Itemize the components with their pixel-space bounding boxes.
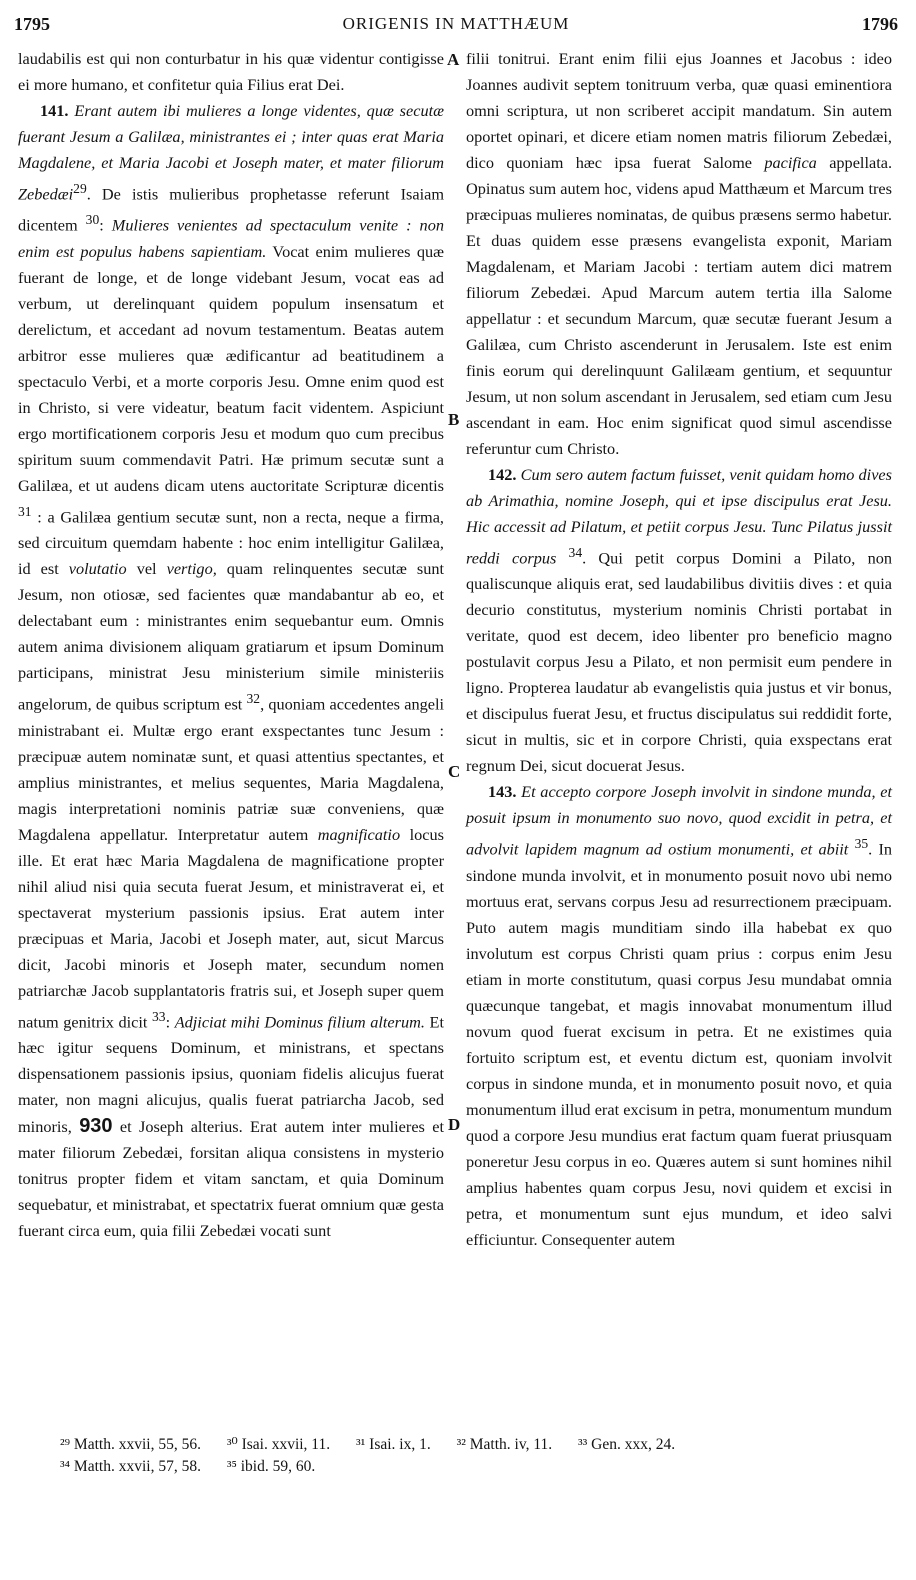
left-column [18,46,444,1244]
section-number: 142. [488,465,517,484]
text: appellata. Opinatus sum autem hoc, videns apud Matthæum et Marcum tres præcipuas mulieres nominatas, de quibus præsens sermo habetur. Et duas quidem esse præsens evangelista exponit, Mariam Magdalenam, et Mariam Jacobi : tertiam autem dici matrem filiorum Zebedæi. Apud Marcum autem tertia illa Salome appellatur : et secundum Marcum, quæ secutæ fuerant Jesum a Galilæa, cum Christo ascenderunt in Jerusalem. Iste est enim finis eorum qui derelinquunt Galilæam gentium, et sequuntur Jesum, ut non solum ascendant in Jerusalem, sed etiam cum Jesu ascendant in eam. Hoc enim significat quod simul ascendisse referuntur cum Christo. [466,153,893,458]
text: : [165,1012,171,1032]
text: . Qui petit corpus Domini a Pilato, non qualiscunque aliquis erat, sed laudabilibus divitiis dives : et quia decurio constitutus, mysterium nominis Christi portabat in veritate, quod est decem, ideo libenter pro beneficio magno postulavit corpus Jesu a Pilato, et non permisit eum pendere in ligno. Propterea laudatur ab evangelistis quia justus et vir bonus, et discipulus fuerat Jesu, et fructus discipulatus sui reddidit forte, sicut in multis, sic et in corpore Christi, quia exspectans erat regnum Dei, sicut docuerat Jesus. [466,548,892,776]
footnote: ³² Matth. iv, 11. [456,1436,553,1453]
footnote-ref: 33 [152,1008,166,1024]
italic-term: pacifica [764,153,817,172]
text: filii tonitrui. Erant enim filii ejus Joannes et Jacobus : ideo Joannes audivit septem tonitruum verba, quæ quasi eminentiora omni scriptura, ut non scriberet accipit mandatum. Sin autem oportet opinari, et dicere etiam nomen matris filiorum Zebedæi, dico quoniam hæc ipsa fuerat Salome [466,49,892,172]
text: : [99,215,104,235]
footnote: ³⁵ ibid. 59, 60. [226,1458,316,1475]
paragraph-continuation [466,46,892,462]
text: locus ille. Et erat hæc Maria Magdalena de magnificatione propter nihil aliud nisi quia secuta fuerat Jesum, et ministraverat ei, et spectaverat mysterium passionis ipsius. Erat autem inter præcipuas et Maria, Jacobi et Joseph mater, aut, sicut Marcus dicit, Jacobi minoris et Joseph mater, secundum nomen patriarchæ Jacob supplantatoris fratris sui, et Joseph super quem natum genitrix dicit [18,824,444,1032]
text: : a Galilæa gentium secutæ sunt, non a recta, neque a firma, sed circuitum quemdam habente : hoc enim intelligitur Galilæa, id est [18,507,444,579]
column-marker-number: 930 [79,1115,113,1138]
text: . De istis mulieribus prophetasse referunt Isaiam dicentem [18,184,444,235]
paragraph-141 [18,98,444,1244]
text: et Joseph alterius. Erat autem inter mulieres et mater filiorum Zebedæi, forsitan aliqua consistens in mysterio tonitrus propter fidem et vitam sanctam, et quia Dominum sequebatur, et ministrabat, et spectatrix fuerat omnium quæ gesta fuerant circa eum, quia filii Zebedæi vocati sunt [18,1117,444,1241]
margin-letter-b: B [448,410,460,429]
scripture-quote: Mulieres venientes ad spectaculum venite : non enim est populus habens sapientiam. [18,215,444,261]
text: , quoniam accedentes angeli ministrabant ei. Multæ ergo erant exspectantes tunc Jesum : præcipuæ autem nominatæ sunt, et quasi attentius spectantes, et amplius ministrantes, et melius sequentes, Maria Magdalena, magis interpretationi nominis patriæ suæ conveniens, quæ Magdalena appellatur. Interpretatur autem [18,694,444,844]
paragraph-143 [466,779,892,1252]
scripture-quote: Et accepto corpore Joseph involvit in sindone munda, et posuit ipsum in monumento suo novo, quod excidit in petra, et advolvit lapidem magnum ad ostium monumenti, et abiit [466,782,892,859]
scripture-quote: Cum sero autem factum fuisset, venit quidam homo dives ab Arimathia, nomine Joseph, qui et ipse discipulus erat Jesu. Hic accessit ad Pilatum, et petiit corpus Jesu. Tunc Pilatus jussit reddi corpus [466,465,892,568]
footnote: ³⁴ Matth. xxvii, 57, 58. [60,1458,201,1475]
footnote: ³³ Gen. xxx, 24. [578,1436,676,1453]
margin-letter-a: A [447,50,460,69]
text: . In sindone munda involvit, et in monumento posuit novo ubi nemo mortuus erat, servans corpus Jesu ad resurrectionem præcipuam. Puto autem magis munditiam sindo illa habebat ex quo involutum est corpus Christi quam prius : corpus enim Jesu etiam in morte constitutum, quasi corpus Jesu mundabat omnia quæcunque tangebat, et magis innovabat monumentum illud novum quod fuerat excisum in petra. Et ne existimes quia fortuito scriptum est, et eventu dictum est, quoniam involvit corpus in sindone munda, et in monumento posuit novo, et quia monumentum illud erat excisum in petra, monumentum mundum quod a corpore Jesu mundius erat factum quam fuerat priusquam poneretur Jesu corpus in eo. Quæres autem si sunt homines nihil amplius habentes quam corpus Jesu, novi quidem et excisi in petra, et monumentum sunt ejus mundum, et ideo salvi efficiuntur. Consequenter autem [466,839,893,1249]
footnote-ref: 29 [73,181,87,196]
scripture-quote: Adjiciat mihi Dominus filium alterum. [174,1012,425,1032]
scripture-quote: Erant autem ibi mulieres a longe videntes, quæ secutæ fuerant Jesum a Galilæa, ministrantes ei ; inter quas erat Maria Magdalene, et Maria Jacobi et Joseph mater, et mater filiorum Zebedæi [18,101,444,204]
italic-term: volutatio [68,559,127,579]
footnote-ref: 32 [246,691,261,707]
footnote: ³¹ Isai. ix, 1. [355,1436,431,1453]
footnotes [60,1434,896,1478]
footnote: ²⁹ Matth. xxvii, 55, 56. [60,1436,201,1453]
footnote-ref: 34 [568,545,583,560]
text: laudabilis est qui non conturbatur in his quæ videntur contigisse ei more humano, et confitetur quia Filius erat Dei. [18,49,444,94]
page-header [14,14,898,42]
margin-letter-c: C [448,762,461,781]
footnote-line [60,1456,896,1478]
footnote-ref: 30 [85,212,100,228]
footnote-ref: 35 [854,836,869,852]
text: quam relinquentes secutæ sunt Jesum, non otiosæ, sed facientes quæ mandabantur ab eo, et delectabant eum : ministrantes enim sequebantur eum. Omnis autem anima divisionem aliquam gratiarum et ipsum Dominum participans, ministrat Jesu ministerium simile ministeriis angelorum, de quibus scriptum est [18,559,445,714]
section-number: 141. [40,101,69,120]
text: vel [136,559,157,579]
italic-term: magnificatio [317,824,401,844]
footnote: ³⁰ Isai. xxvii, 11. [226,1436,331,1453]
footnote-ref: 31 [18,503,32,519]
page-number-left: 1795 [14,14,50,34]
margin-letter-d: D [448,1115,461,1134]
running-title: ORIGENIS IN MATTHÆUM [342,14,570,33]
footnote-line [60,1434,896,1456]
paragraph-142 [466,462,892,779]
section-number: 143. [488,782,517,802]
italic-term: vertigo, [166,559,217,579]
paragraph-continuation [18,46,444,98]
text: Et hæc igitur sequens Dominum, et ministrans, et spectans dispensationem passionis ipsius, quoniam fidelis alicujus fuerat mater, non magni alicujus, qualis fuerat patriarcha Jacob, sed minoris, [18,1012,445,1137]
page-number-right: 1796 [862,14,898,34]
right-column [466,46,892,1253]
text: Vocat enim mulieres quæ fuerant de longe, et de longe videbant Jesum, vocat eas ad verbum, ut derelinquant quidem populum insensatum et derelictum, et accedant ad novum testamentum. Beatas autem arbitror esse mulieres quæ ædificantur ad beatitudinem a spectaculo Verbi, et a morte corporis Jesu. Omne enim quod est in Christo, si vere videatur, beatum facit videntem. Aspiciunt ergo mortificationem corporis Jesu et modum quo cum precibus spiritum suum commendavit Patri. Hæ primum secutæ sunt a Galilæa, et ut audens dicam utens auctoritate Scripturæ dicentis [18,241,444,495]
